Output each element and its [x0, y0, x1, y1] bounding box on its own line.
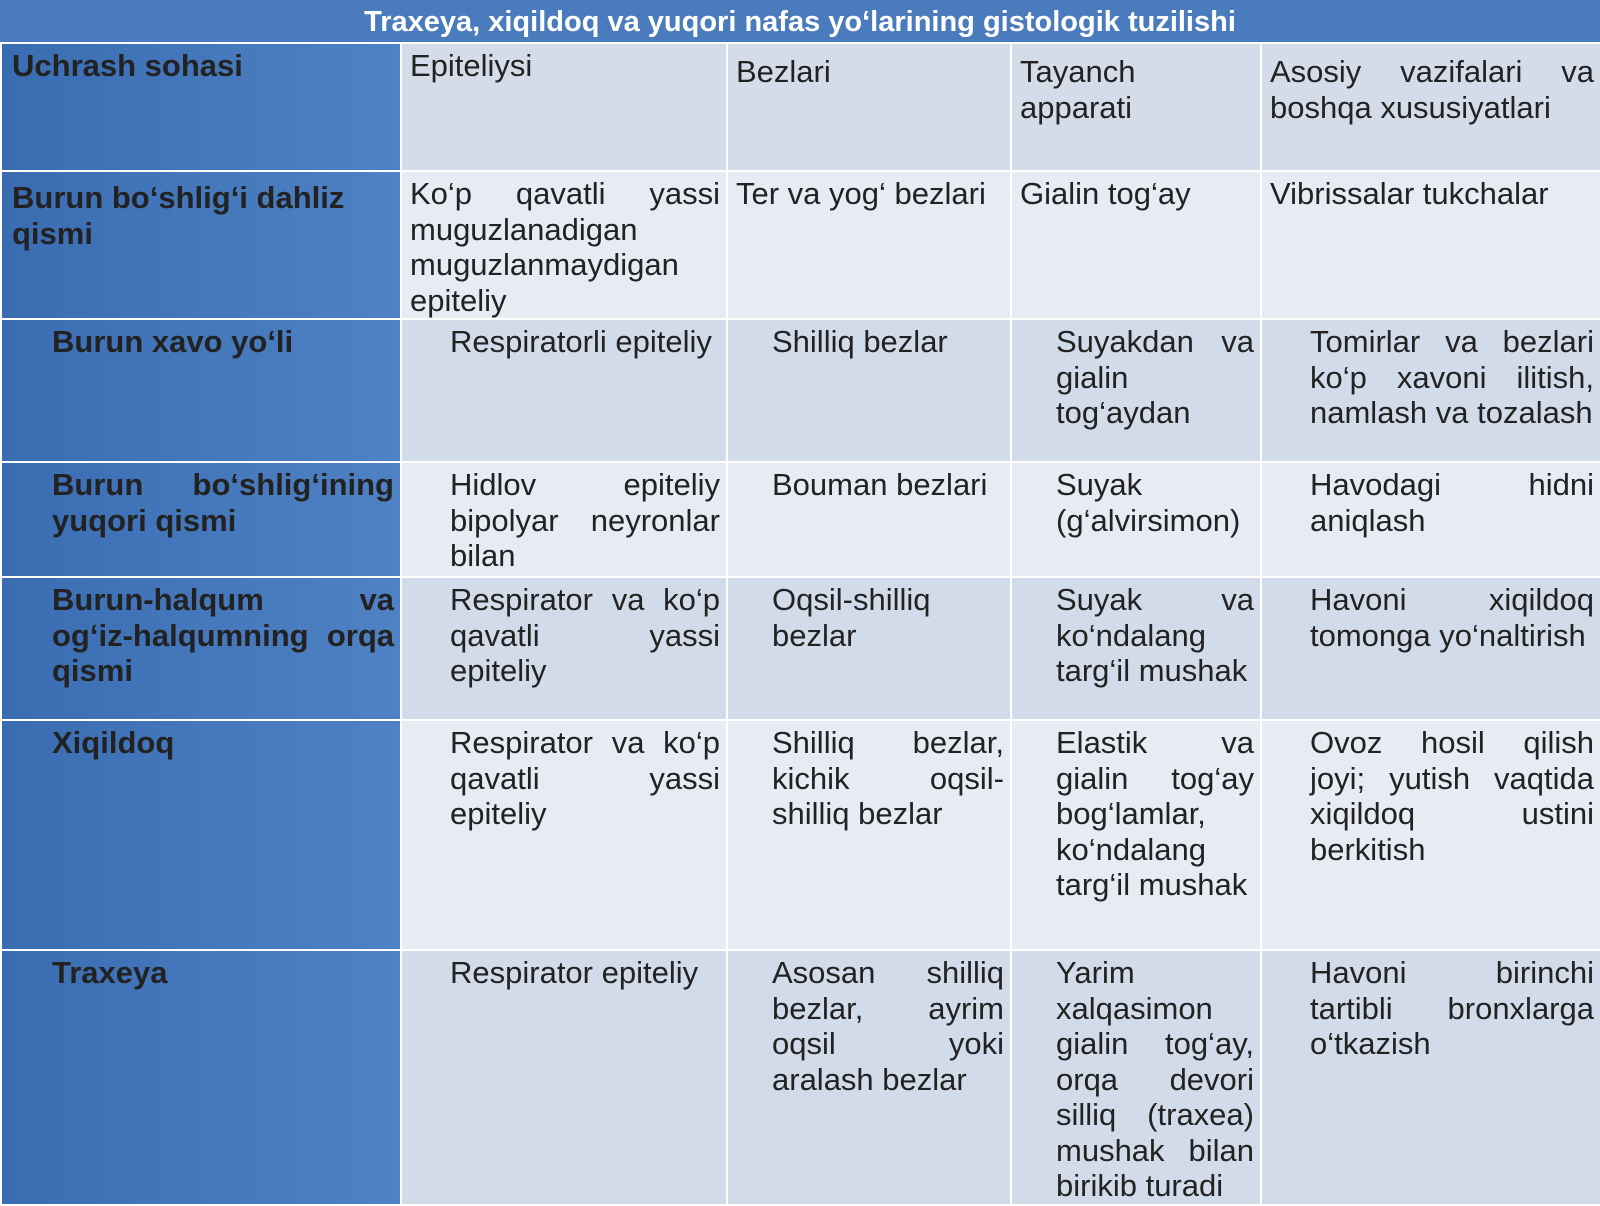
row-functions: Havoni xiqildoq tomonga yo‘naltirish	[1261, 577, 1600, 720]
row-support: Suyak (g‘alvirsimon)	[1011, 462, 1261, 577]
table-row	[1, 950, 1600, 1205]
row-glands: Asosan shilliq bezlar, ayrim oqsil yoki aralash bezlar	[727, 950, 1011, 1205]
row-area: Burun xavo yo‘li	[1, 319, 401, 462]
table-title: Traxeya, xiqildoq va yuqori nafas yo‘larining gistologik tuzilishi	[0, 0, 1600, 42]
row-epithelium: Ko‘p qavatli yassi muguzlanadigan muguzlanmaydigan epiteliy	[401, 171, 727, 319]
table-header-row	[1, 43, 1600, 171]
row-support: Gialin tog‘ay	[1011, 171, 1261, 319]
row-functions: Vibrissalar tukchalar	[1261, 171, 1600, 319]
row-functions: Havodagi hidni aniqlash	[1261, 462, 1600, 577]
table-row	[1, 720, 1600, 950]
table-row	[1, 319, 1600, 462]
row-functions: Havoni birinchi tartibli bronxlarga o‘tkazish	[1261, 950, 1600, 1205]
row-support: Yarim xalqasimon gialin tog‘ay, orqa devori silliq (traxea) mushak bilan birikib turadi	[1011, 950, 1261, 1205]
row-support: Suyakdan va gialin tog‘aydan	[1011, 319, 1261, 462]
row-support: Suyak va ko‘ndalang targ‘il mushak	[1011, 577, 1261, 720]
header-functions: Asosiy vazifalari va boshqa xususiyatlari	[1261, 43, 1600, 171]
header-glands: Bezlari	[727, 43, 1011, 171]
histology-table	[0, 42, 1600, 1206]
row-support: Elastik va gialin tog‘ay bog‘lamlar, ko‘ndalang targ‘il mushak	[1011, 720, 1261, 950]
row-glands: Shilliq bezlar	[727, 319, 1011, 462]
row-epithelium: Respirator va ko‘p qavatli yassi epiteliy	[401, 577, 727, 720]
header-epithelium: Epiteliysi	[401, 43, 727, 171]
row-glands: Shilliq bezlar, kichik oqsil-shilliq bezlar	[727, 720, 1011, 950]
row-glands: Bouman bezlari	[727, 462, 1011, 577]
header-support: Tayanch apparati	[1011, 43, 1261, 171]
row-epithelium: Respiratorli epiteliy	[401, 319, 727, 462]
row-area: Burun bo‘shlig‘i dahliz qismi	[1, 171, 401, 319]
row-area: Traxeya	[1, 950, 401, 1205]
row-glands: Ter va yog‘ bezlari	[727, 171, 1011, 319]
row-area: Burun bo‘shlig‘ining yuqori qismi	[1, 462, 401, 577]
row-functions: Ovoz hosil qilish joyi; yutish vaqtida xiqildoq ustini berkitish	[1261, 720, 1600, 950]
row-area: Burun-halqum va og‘iz-halqumning orqa qismi	[1, 577, 401, 720]
row-epithelium: Hidlov epiteliy bipolyar neyronlar bilan	[401, 462, 727, 577]
table-row	[1, 171, 1600, 319]
header-area: Uchrash sohasi	[1, 43, 401, 171]
row-area: Xiqildoq	[1, 720, 401, 950]
row-glands: Oqsil-shilliq bezlar	[727, 577, 1011, 720]
row-epithelium: Respirator va ko‘p qavatli yassi epiteliy	[401, 720, 727, 950]
table-row	[1, 462, 1600, 577]
row-functions: Tomirlar va bezlari ko‘p xavoni ilitish, namlash va tozalash	[1261, 319, 1600, 462]
row-epithelium: Respirator epiteliy	[401, 950, 727, 1205]
table-row	[1, 577, 1600, 720]
